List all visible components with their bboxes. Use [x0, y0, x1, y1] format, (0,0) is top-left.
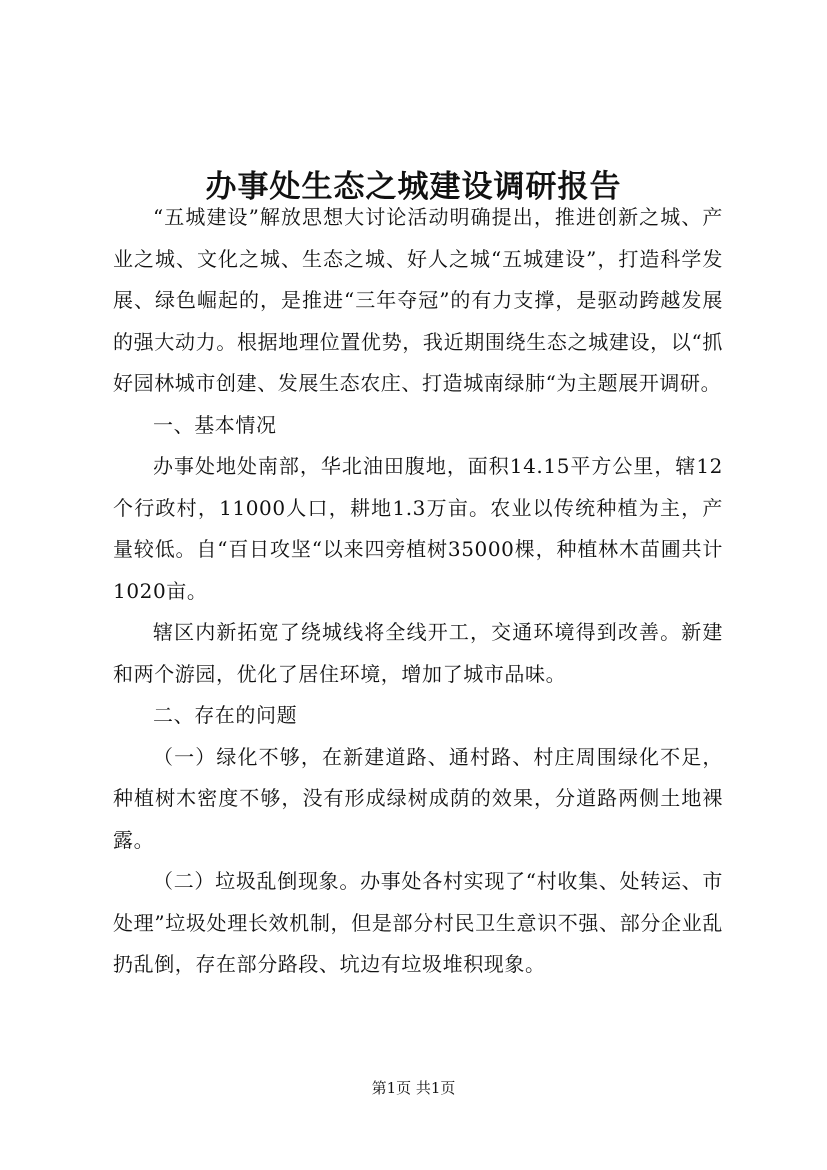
- document-body: [113, 197, 723, 986]
- section-heading-basic: 一、基本情况: [153, 412, 277, 437]
- document-title: 办事处生态之城建设调研报告: [205, 168, 622, 205]
- problem-paragraph-1: （一）绿化不够，在新建道路、通村路、村庄周围绿化不足，种植树木密度不够，没有形成绿树成荫的效果，分道路两侧土地裸露。: [113, 744, 723, 852]
- section-heading-problems: 二、存在的问题: [153, 703, 298, 727]
- basic-paragraph-2: 辖区内新拓宽了绕城线将全线开工，交通环境得到改善。新建和两个游园，优化了居住环境，增加了城市品味。: [113, 620, 723, 686]
- intro-paragraph: “五城建设”解放思想大讨论活动明确提出，推进创新之城、产业之城、文化之城、生态之城、好人之城“五城建设”，打造科学发展、绿色崛起的，是推进“三年夺冠”的有力支撑，是驱动跨越发展的强大动力。根据地理位置优势，我近期围绕生态之城建设，以“抓好园林城市创建、发展生态农庄、打造城南绿肺“为主题展开调研。: [113, 205, 723, 395]
- page-footer: 第1页 共1页: [371, 1079, 456, 1097]
- problem-paragraph-2: （二）垃圾乱倒现象。办事处各村实现了“村收集、处转运、市处理”垃圾处理长效机制，但是部分村民卫生意识不强、部分企业乱扔乱倒，存在部分路段、坑边有垃圾堆积现象。: [113, 869, 723, 976]
- basic-paragraph-1: 办事处地处南部，华北油田腹地，面积14.15平方公里，辖12个行政村，11000人口，耕地1.3万亩。农业以传统种植为主，产量较低。自“百日攻坚“以来四旁植树35000棵，种植林木苗圃共计1020亩。: [113, 454, 723, 603]
